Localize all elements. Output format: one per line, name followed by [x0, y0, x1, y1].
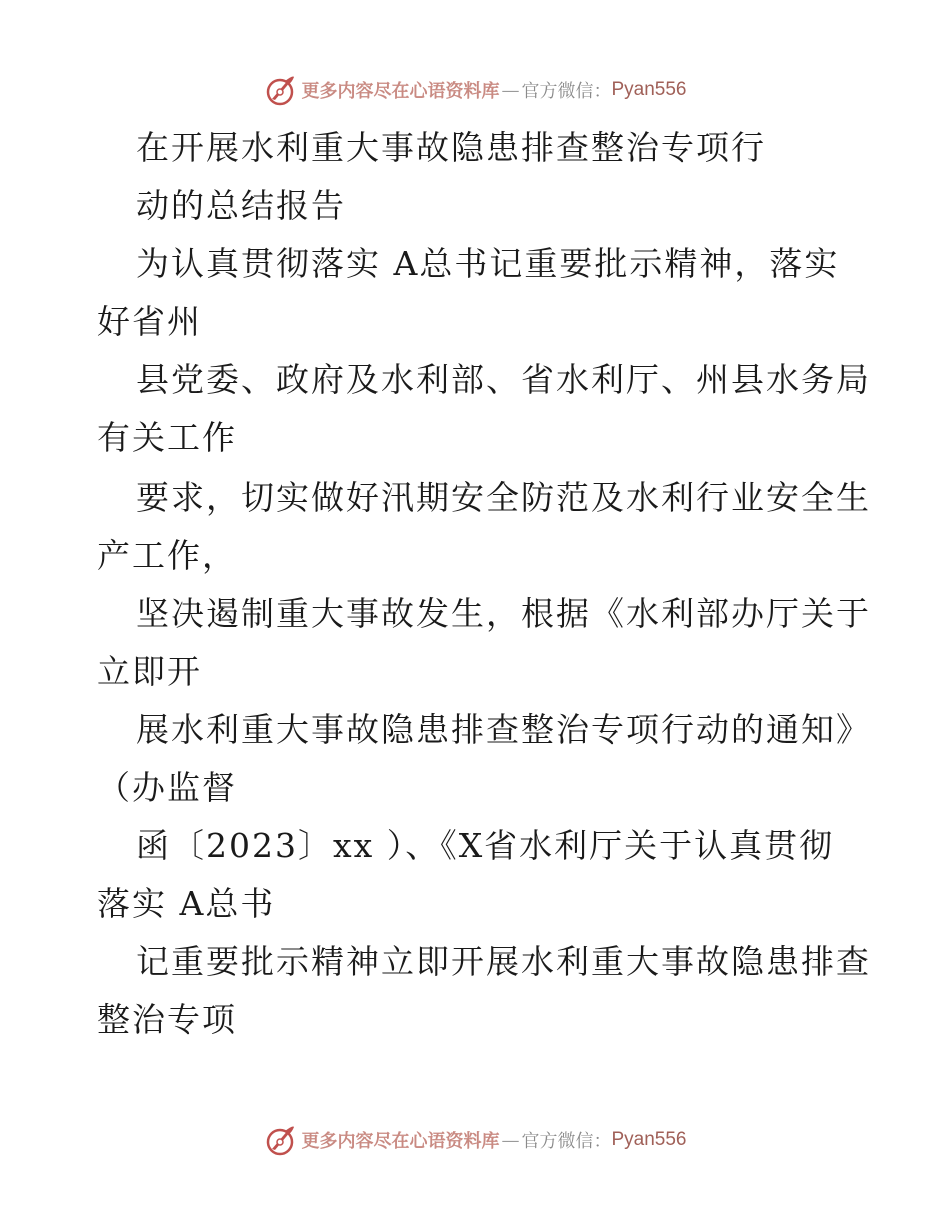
header-watermark — [0, 70, 950, 110]
paragraph-line: 要求，切实做好汛期安全防范及水利行业安全生 — [136, 478, 871, 517]
watermark-wechat-label: 官方微信： — [521, 81, 612, 102]
watermark-separator: — — [501, 1129, 520, 1151]
paragraph-line: 整治专项 — [97, 1000, 237, 1039]
paragraph-line: 展水利重大事故隐患排查整治专项行动的通知》 — [136, 710, 871, 749]
paragraph-line: 函〔2023〕xx ）、《X省水利厅关于认真贯彻 — [136, 826, 835, 865]
paragraph-line: 有关工作 — [97, 418, 237, 457]
watermark-wechat-id: Pyan556 — [611, 79, 687, 100]
paragraph-line: 立即开 — [97, 652, 202, 691]
title-line-1: 在开展水利重大事故隐患排查整治专项行 — [136, 128, 766, 167]
watermark-wechat-label: 官方微信： — [521, 1131, 612, 1152]
paragraph-line: 产工作， — [97, 536, 237, 575]
watermark-site-text: 更多内容尽在心语资料库 — [301, 81, 500, 102]
paragraph-line: （办监督 — [97, 768, 237, 807]
paragraph-line: 为认真贯彻落实 A总书记重要批示精神，落实 — [136, 244, 840, 283]
footer-watermark — [0, 1120, 950, 1160]
paragraph-line: 好省州 — [97, 302, 202, 341]
paragraph-line: 记重要批示精神立即开展水利重大事故隐患排查 — [136, 942, 871, 981]
quill-logo-icon — [263, 1123, 297, 1157]
watermark-site-text: 更多内容尽在心语资料库 — [301, 1131, 500, 1152]
watermark-separator: — — [501, 79, 520, 101]
quill-logo-icon — [263, 73, 297, 107]
title-line-2: 动的总结报告 — [136, 186, 346, 225]
paragraph-line: 坚决遏制重大事故发生，根据《水利部办厅关于 — [136, 594, 871, 633]
paragraph-line: 落实 A总书 — [97, 884, 276, 923]
paragraph-line: 县党委、政府及水利部、省水利厅、州县水务局 — [136, 360, 871, 399]
watermark-wechat-id: Pyan556 — [611, 1129, 687, 1150]
